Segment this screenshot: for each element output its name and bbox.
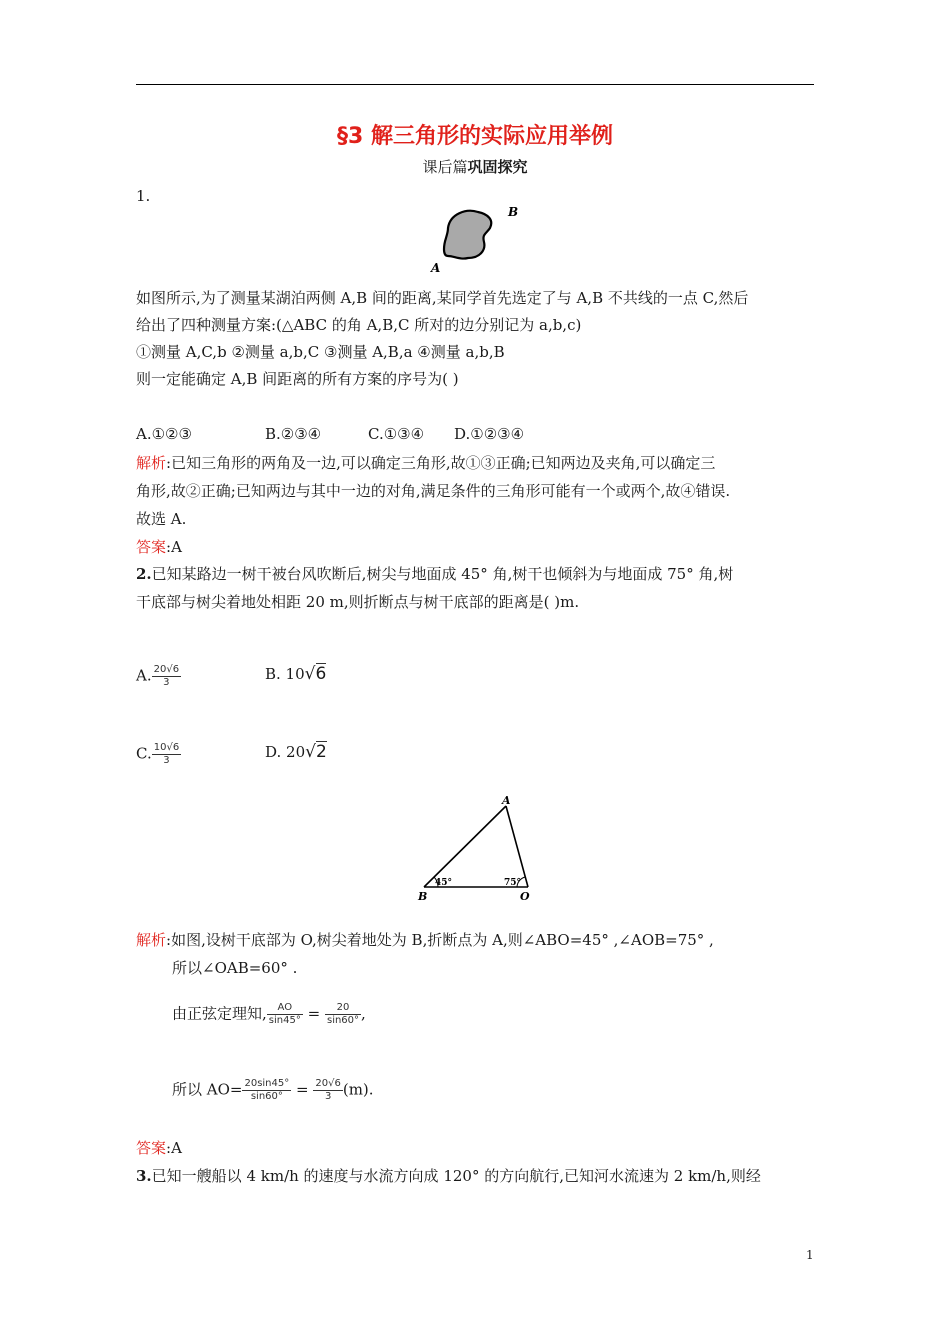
q2-option-c-fraction: $\frac{10√6}{3}$	[153, 742, 180, 766]
lake-shape	[444, 211, 491, 259]
subtitle-bold: 巩固探究	[467, 158, 528, 176]
triangle-label-a: A	[502, 794, 511, 807]
q1-number: 1.	[136, 187, 151, 205]
q1-analysis-line-3: 故选 A.	[136, 510, 187, 528]
q2-sine-frac-2: $\frac{20}{\sin 60^\circ}$	[326, 1002, 360, 1026]
q2-analysis-line-2: 所以∠OAB=60° .	[172, 959, 298, 977]
angle-o-label: 75°	[504, 878, 522, 888]
q2-option-a: A. $\frac{20√6}{3}$	[136, 664, 180, 688]
page-number: 1	[806, 1248, 814, 1262]
q2-sine-frac-1: $\frac{AO}{\sin 45^\circ}$	[268, 1002, 301, 1026]
q1-analysis-label: 解析	[136, 454, 167, 472]
triangle-label-b: B	[418, 890, 428, 903]
q3-line-1: 3.已知一艘船以 4 km/h 的速度与水流方向成 120° 的方向航行,已知河水流速为 2 km/h,则经	[136, 1167, 761, 1185]
triangle-side-ao	[506, 806, 528, 887]
q2-number: 2.	[136, 565, 152, 583]
page-subtitle	[0, 156, 950, 177]
q2-result-frac-1: $\frac{20\sin 45^\circ}{\sin 60^\circ}$	[244, 1078, 290, 1102]
subtitle-normal: 课后篇	[422, 158, 468, 176]
q2-option-a-fraction: $\frac{20√6}{3}$	[153, 664, 180, 688]
q1-line-3: ①测量 A,C,b ②测量 a,b,C ③测量 A,B,a ④测量 a,b,B	[136, 343, 505, 361]
q2-line-2: 干底部与树尖着地处相距 20 m,则折断点与树干底部的距离是( )m.	[136, 593, 580, 611]
q1-line-2: 给出了四种测量方案:(△ABC 的角 A,B,C 所对的边分别记为 a,b,c)	[136, 316, 582, 334]
q3-number: 3.	[136, 1167, 152, 1185]
lake-label-a: A	[431, 261, 441, 275]
q2-option-b-sqrt: √6	[304, 664, 327, 684]
lake-label-b: B	[508, 205, 519, 219]
page-title: §3 解三角形的实际应用举例	[337, 124, 613, 149]
triangle-label-o: O	[520, 890, 530, 903]
q1-analysis-line-2: 角形,故②正确;已知两边与其中一边的对角,满足条件的三角形可能有一个或两个,故④错误.	[136, 482, 731, 500]
q2-result-frac-2: $\frac{20√6}{3}$	[315, 1078, 341, 1102]
q2-analysis-line-1: 解析:如图,设树干底部为 O,树尖着地处为 B,折断点为 A,则∠ABO=45° ,∠AOB=75° ,	[136, 931, 714, 949]
q2-line-1: 2.已知某路边一树干被台风吹断后,树尖与地面成 45° 角,树干也倾斜为与地面成 75° 角,树	[136, 565, 734, 583]
q2-option-b: B. 10√6	[265, 664, 327, 684]
q1-answer: 答案:A	[136, 538, 182, 556]
q1-option-c: C.①③④	[368, 425, 425, 443]
triangle-figure	[410, 792, 540, 904]
angle-b-label: 45°	[435, 878, 453, 888]
q2-analysis-label: 解析	[136, 931, 167, 949]
q1-line-4: 则一定能确定 A,B 间距离的所有方案的序号为( )	[136, 370, 459, 388]
q1-option-b: B.②③④	[265, 425, 322, 443]
q2-answer: 答案:A	[136, 1139, 182, 1157]
q1-answer-label: 答案	[136, 538, 167, 556]
q1-analysis-line-1: 解析:已知三角形的两角及一边,可以确定三角形,故①③正确;已知两边及夹角,可以确定三	[136, 454, 716, 472]
q1-option-a: A.①②③	[136, 425, 192, 443]
header-rule	[136, 84, 814, 85]
q2-sine-law: 由正弦定理知, $\frac{AO}{\sin 45^\circ}$ = $\frac{20}{\sin 60^\circ}$ ,	[172, 1002, 366, 1026]
triangle-side-ba	[424, 806, 506, 887]
q2-result: 所以 AO= $\frac{20\sin 45^\circ}{\sin 60^\circ}$ = $\frac{20√6}{3}$ (m).	[172, 1078, 374, 1102]
q1-line-1: 如图所示,为了测量某湖泊两侧 A,B 间的距离,某同学首先选定了与 A,B 不共线的一点 C,然后	[136, 289, 749, 307]
q2-option-d: D. 20√2	[265, 742, 327, 762]
lake-figure	[424, 200, 524, 278]
q2-option-d-sqrt: √2	[305, 742, 327, 762]
q2-option-c: C. $\frac{10√6}{3}$	[136, 742, 180, 766]
q1-option-d: D.①②③④	[454, 425, 525, 443]
q2-answer-label: 答案	[136, 1139, 167, 1157]
